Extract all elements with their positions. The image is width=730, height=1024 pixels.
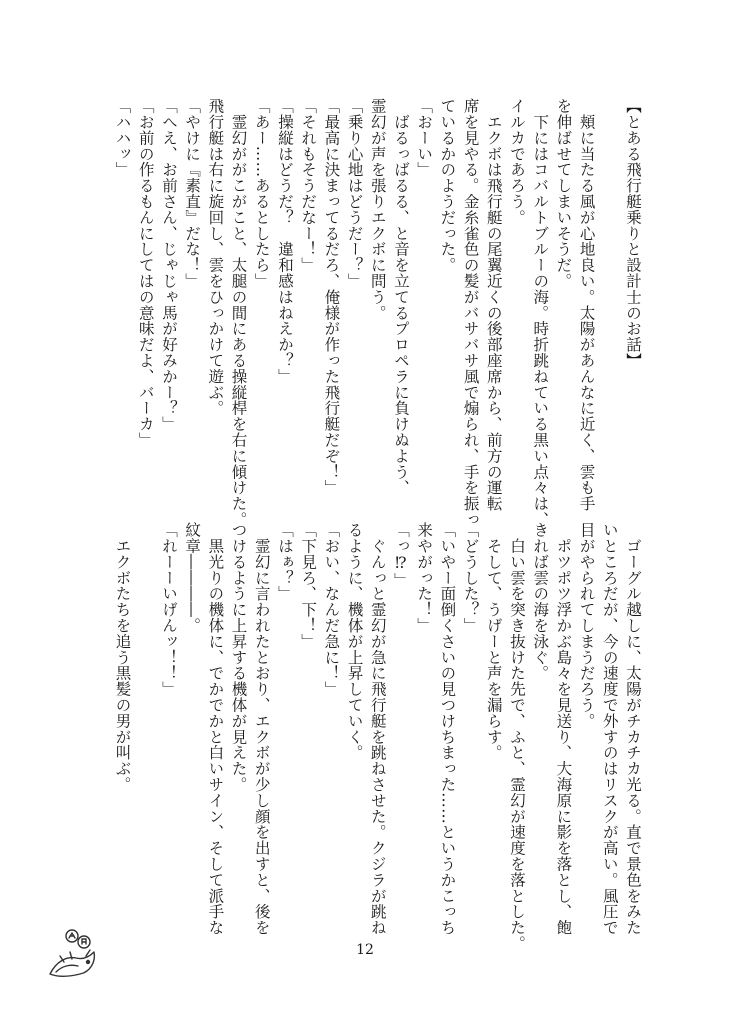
text-line: 「おい、なんだ急に！」 (322, 522, 341, 697)
text-line: を伸ばせてしまいそうだ。 (554, 98, 573, 289)
text-line: 「ハハッ」 (113, 98, 132, 178)
text-line: 目がやられてしまうだろう。 (577, 522, 596, 729)
text-line: 【とある飛行艇乗りと設計士のお話】 (624, 98, 642, 369)
text-line: 「下見ろ、下！」 (299, 522, 318, 650)
text-line (134, 522, 157, 822)
text-line: 霊幻が声を張りエクボに問う。 (368, 98, 387, 321)
text-line: 「っ⁉」 (391, 522, 410, 589)
text-line: ゴーグル越しに、太陽がチカチカ光る。直で景色をみた (624, 522, 642, 936)
text-line: ポツポツ浮かぶ島々を見送り、大海原に影を落とし、飽 (554, 522, 573, 936)
text-line (598, 98, 621, 508)
text-line: 紋章――――。 (183, 522, 202, 634)
text-line: いところだが、今の速度で外すのはリスクが高い。風圧で (600, 522, 619, 936)
text-line: るように、機体が上昇していく。 (345, 522, 364, 761)
text-line: 席を見やる。金糸雀色の髪がバサバサ風で煽られ、手を振っ (461, 98, 480, 528)
text-line: 「操縦はどうだ？ 違和感はねえか？」 (275, 98, 294, 385)
text-line: 頬に当たる風が心地良い。太陽があんなに近く、雲も手 (577, 98, 596, 512)
text-line: 「はぁ？」 (275, 522, 294, 602)
text-line: イルカであろう。 (507, 98, 526, 226)
text-line: 「あー……あるとしたら」 (252, 98, 271, 289)
text-line: そして、うげーと声を漏らす。 (484, 522, 503, 761)
text-line: ぐんっと霊幻が急に飛行艇を跳ねさせた。クジラが跳ね (368, 522, 387, 936)
text-line: きれば雲の海を泳ぐ。 (531, 522, 550, 681)
text-line: 「それもそうだなー！」 (299, 98, 318, 273)
text-line: エクボは飛行艇の尾翼近くの後部座席から、前方の運転 (484, 98, 503, 512)
page-number: 12 (356, 942, 374, 958)
text-line: 「いやー面倒くさいの見つけちまった……というかこっち (438, 522, 457, 936)
text-line: 「乗り心地はどうだー？」 (345, 98, 364, 289)
text-line: 下にはコバルトブルーの海。時折跳ねている黒い点々は、 (531, 98, 550, 528)
text-line: 「おーい」 (415, 98, 434, 178)
text-line: 霊幻に言われたとおり、エクボが少し顔を出すと、後を (252, 522, 271, 936)
text-line: ているかのようだった。 (438, 98, 457, 273)
text-line: 「どうした？」 (461, 522, 480, 634)
text-line: 「へえ、お前さん、じゃじゃ馬が好みかー？」 (159, 98, 178, 432)
text-line: 黒光りの機体に、でかでかと白いサイン、そして派手な (206, 522, 225, 936)
text-line: 「やけに『素直』だな！」 (183, 98, 202, 289)
text-line: 飛行艇は右に旋回し、雲をひっかけて遊ぶ。 (206, 98, 225, 416)
text-line: 「れーーいげんッ！！」 (159, 522, 178, 697)
text-line: 霊幻ががこがこと、太腿の間にある操縦桿を右に傾けた。 (229, 98, 248, 528)
text-line: ばるっばるる、と音を立てるプロペラに負けぬよう、 (391, 98, 410, 496)
text-line: つけるように上昇する機体が見えた。 (229, 522, 248, 793)
text-line: エクボたちを追う黒髪の男が叫ぶ。 (113, 522, 132, 793)
text-line: 来やがった！」 (415, 522, 434, 634)
text-line: 白い雲を突き抜けた先で、ふと、霊幻が速度を落とした。 (507, 522, 526, 952)
text-line: 「最高に決まってるだろ、俺様が作った飛行艇だぞ！」 (322, 98, 341, 496)
text-line: 「お前の作るもんにしてはの意味だよ、バーカ」 (136, 98, 155, 448)
upper-text-column-block (4, 98, 644, 528)
